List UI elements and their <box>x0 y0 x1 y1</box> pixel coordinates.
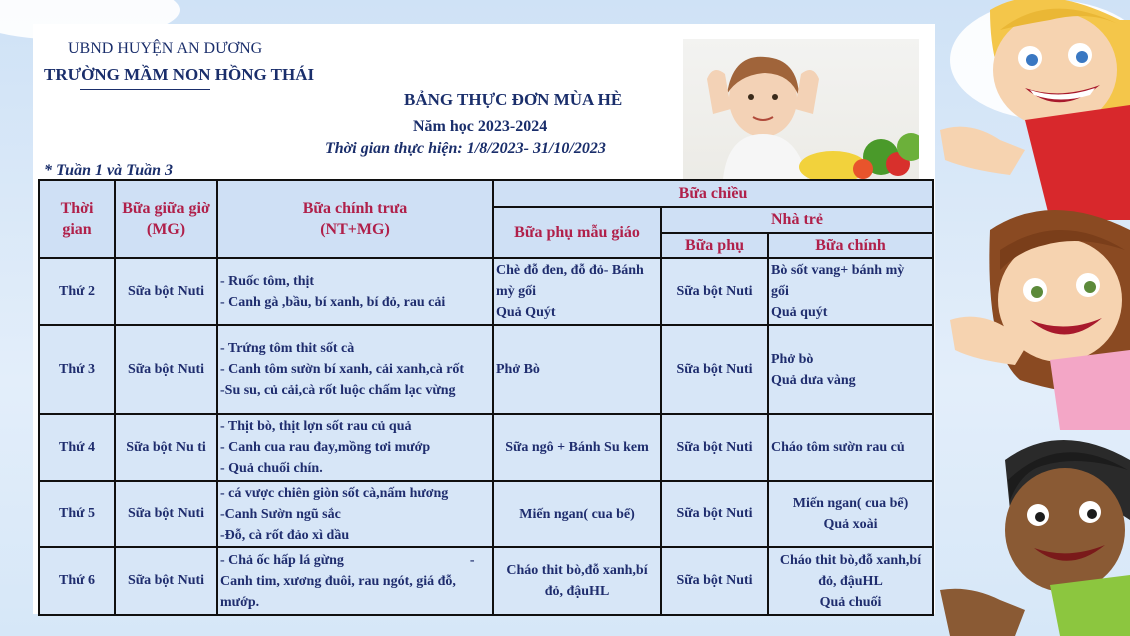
kinder-snack-line: Phở Bò <box>496 362 540 377</box>
header-day <box>39 180 115 258</box>
nursery-snack-cell: Sữa bột Nuti <box>661 414 768 481</box>
nursery-main-line: Quả xoài <box>823 517 878 532</box>
kinder-snack-cell <box>493 547 661 615</box>
nursery-main-cell <box>768 414 933 481</box>
day-cell: Thứ 6 <box>39 547 115 615</box>
kinder-snack-line: đỏ, đậuHL <box>544 584 610 599</box>
org-underline <box>80 89 210 90</box>
day-cell: Thứ 3 <box>39 325 115 414</box>
nursery-main-line: Cháo tôm sườn rau củ <box>771 440 905 455</box>
header-mid-line: (MG) <box>146 221 186 238</box>
day-cell: Thứ 2 <box>39 258 115 325</box>
nursery-main-line: Phở bò <box>771 351 814 367</box>
header-afternoon: Bữa chiều <box>493 180 933 207</box>
lunch-cell <box>217 414 493 481</box>
header-nursery: Nhà trẻ <box>661 207 933 233</box>
nursery-snack-cell: Sữa bột Nuti <box>661 258 768 325</box>
lunch-line: - Ruốc tôm, thịt <box>220 273 315 289</box>
lunch-line: Canh tim, xương đuôi, rau ngót, giá đỗ, <box>220 573 456 589</box>
kinder-snack-line: Chè đỗ đen, đỗ đỏ- Bánh <box>496 263 644 278</box>
header-nursery-main: Bữa chính <box>768 233 933 258</box>
table-row <box>39 258 933 325</box>
kinder-snack-line: Cháo thit bò,đỗ xanh,bí <box>506 563 648 578</box>
header-lunch <box>217 180 493 258</box>
lunch-line: - Thịt bò, thịt lợn sốt rau củ quả <box>220 419 412 434</box>
cartoon-kids-illustration <box>930 0 1130 636</box>
header-mid-line: Bữa giữa giờ <box>122 200 210 217</box>
header-kinder-snack: Bữa phụ mẫu giáo <box>493 207 661 258</box>
nursery-snack-cell: Sữa bột Nuti <box>661 481 768 547</box>
lunch-line: -Canh Sườn ngũ sắc <box>220 506 341 522</box>
lunch-line: - Canh cua rau đay,mồng tơi mướp <box>220 440 431 455</box>
nursery-main-cell <box>768 258 933 325</box>
kinder-snack-cell <box>493 481 661 547</box>
kinder-snack-cell <box>493 258 661 325</box>
kinder-snack-line: Sữa ngô + Bánh Su kem <box>505 440 649 455</box>
nursery-main-cell <box>768 481 933 547</box>
day-cell: Thứ 4 <box>39 414 115 481</box>
mid-meal-cell: Sữa bột Nuti <box>115 481 217 547</box>
kinder-snack-cell <box>493 325 661 414</box>
lunch-line: mướp. <box>220 594 260 610</box>
table-row <box>39 325 933 414</box>
header-day-line: gian <box>62 221 92 238</box>
header-lunch-line: (NT+MG) <box>320 221 390 238</box>
nursery-main-cell <box>768 325 933 414</box>
table-row <box>39 414 933 481</box>
page-title: BẢNG THỰC ĐƠN MÙA HÈ <box>404 90 623 109</box>
header-day-line: Thời <box>60 200 94 217</box>
kinder-snack-line: mỳ gối <box>496 284 537 299</box>
week-note: * Tuần 1 và Tuần 3 <box>44 162 174 179</box>
nursery-main-line: Quả chuối <box>819 594 882 610</box>
nursery-main-line: Quả quýt <box>771 305 828 320</box>
nursery-snack-cell: Sữa bột Nuti <box>661 547 768 615</box>
girl-with-vegetables-photo <box>683 39 919 179</box>
header-lunch-line: Bữa chính trưa <box>302 200 408 217</box>
kinder-snack-cell <box>493 414 661 481</box>
nursery-main-cell <box>768 547 933 615</box>
lunch-line: - cá vược chiên giòn sốt cà,nấm hương <box>220 485 449 501</box>
header-mid-meal <box>115 180 217 258</box>
mid-meal-cell: Sữa bột Nuti <box>115 258 217 325</box>
lunch-line: - Canh gà ,bầu, bí xanh, bí đỏ, rau cải <box>220 294 446 310</box>
nursery-main-line: đỏ, đậuHL <box>818 573 883 589</box>
kinder-snack-line: Quả Quýt <box>496 305 556 320</box>
table-row <box>39 481 933 547</box>
lunch-line: -Su su, củ cải,cà rốt luộc chấm lạc vừng <box>220 383 456 398</box>
nursery-main-line: Bò sốt vang+ bánh mỳ <box>771 263 905 278</box>
mid-meal-cell: Sữa bột Nuti <box>115 325 217 414</box>
lunch-line: - Canh tôm sườn bí xanh, cải xanh,cà rốt <box>220 362 465 377</box>
header-nursery-snack: Bữa phụ <box>661 233 768 258</box>
nursery-snack-cell: Sữa bột Nuti <box>661 325 768 414</box>
menu-table <box>38 179 934 616</box>
photo-illustration <box>683 39 919 179</box>
nursery-main-line: Quả dưa vàng <box>771 372 856 388</box>
lunch-cell <box>217 258 493 325</box>
nursery-main-line: Cháo thit bò,đỗ xanh,bí <box>779 552 922 568</box>
mid-meal-cell: Sữa bột Nu ti <box>115 414 217 481</box>
kinder-snack-line: Miến ngan( cua bể) <box>519 506 635 522</box>
table-row <box>39 547 933 615</box>
lunch-cell <box>217 325 493 414</box>
nursery-main-line: gối <box>771 284 789 299</box>
nursery-main-line: Miến ngan( cua bể) <box>792 496 909 511</box>
org-line-2: TRƯỜNG MẦM NON HỒNG THÁI <box>44 65 315 84</box>
org-line-1: UBND HUYỆN AN DƯƠNG <box>68 40 263 57</box>
period-text: Thời gian thực hiện: 1/8/2023- 31/10/2023 <box>325 140 606 157</box>
school-year: Năm học 2023-2024 <box>413 118 548 135</box>
lunch-line: -Đỗ, cà rốt đảo xì dầu <box>220 527 350 543</box>
lunch-cell <box>217 547 493 615</box>
lunch-cell <box>217 481 493 547</box>
mid-meal-cell: Sữa bột Nuti <box>115 547 217 615</box>
day-cell: Thứ 5 <box>39 481 115 547</box>
lunch-line: - Chả ốc hấp lá gừng - <box>220 552 475 568</box>
lunch-line: - Quả chuối chín. <box>220 461 323 476</box>
lunch-line: - Trứng tôm thit sốt cà <box>220 341 355 356</box>
